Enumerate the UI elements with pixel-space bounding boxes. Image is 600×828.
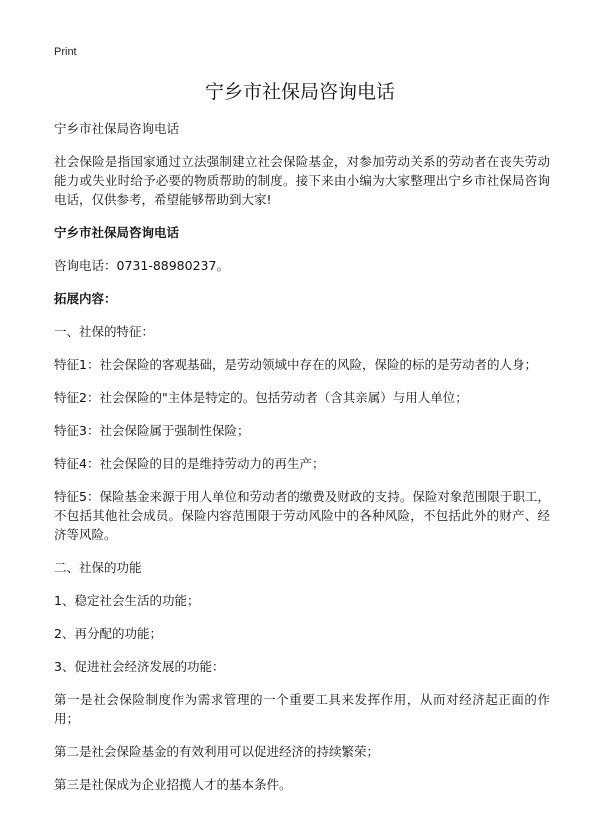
paragraph: 宁乡市社保局咨询电话 xyxy=(54,121,180,136)
paragraph: 3、促进社会经济发展的功能： xyxy=(54,659,225,674)
paragraph: 特征1：社会保险的客观基础，是劳动领域中存在的风险，保险的标的是劳动者的人身； xyxy=(54,357,537,372)
paragraph: 特征3：社会保险属于强制性保险； xyxy=(54,423,250,438)
section-heading: 宁乡市社保局咨询电话 xyxy=(54,225,180,240)
article-body xyxy=(54,119,550,808)
paragraph: 特征5：保险基金来源于用人单位和劳动者的缴费及财政的支持。保险对象范围限于职工，不包括其他社会成员。保险内容范围限于劳动风险中的各种风险，不包括此外的财产、经济等风险。 xyxy=(54,489,550,542)
paragraph: 社会保险是指国家通过立法强制建立社会保险基金，对参加劳动关系的劳动者在丧失劳动能力或失业时给予必要的物质帮助的制度。接下来由小编为大家整理出宁乡市社保局咨询电话，仅供参考，希望能够帮助到大家! xyxy=(54,154,550,207)
paragraph: 2、再分配的功能； xyxy=(54,626,162,641)
page-title: 宁乡市社保局咨询电话 xyxy=(204,81,395,103)
paragraph: 1、稳定社会生活的功能； xyxy=(54,593,200,608)
paragraph: 二、社保的功能 xyxy=(54,560,142,575)
paragraph: 一、社保的特征： xyxy=(54,324,155,339)
paragraph: 咨询电话：0731-88980237。 xyxy=(54,258,229,273)
section-heading: 拓展内容： xyxy=(54,291,117,306)
paragraph: 特征4：社会保险的目的是维持劳动力的再生产； xyxy=(54,456,325,471)
paragraph: 第一是社会保险制度作为需求管理的一个重要工具来发挥作用，从而对经济起正面的作用； xyxy=(54,692,550,726)
paragraph: 第三是社保成为企业招揽人才的基本条件。 xyxy=(54,777,292,792)
paragraph: 特征2：社会保险的"主体是特定的。包括劳动者（含其亲属）与用人单位； xyxy=(54,390,468,405)
paragraph: 第二是社会保险基金的有效利用可以促进经济的持续繁荣； xyxy=(54,744,380,759)
print-link[interactable]: Print xyxy=(54,46,77,58)
